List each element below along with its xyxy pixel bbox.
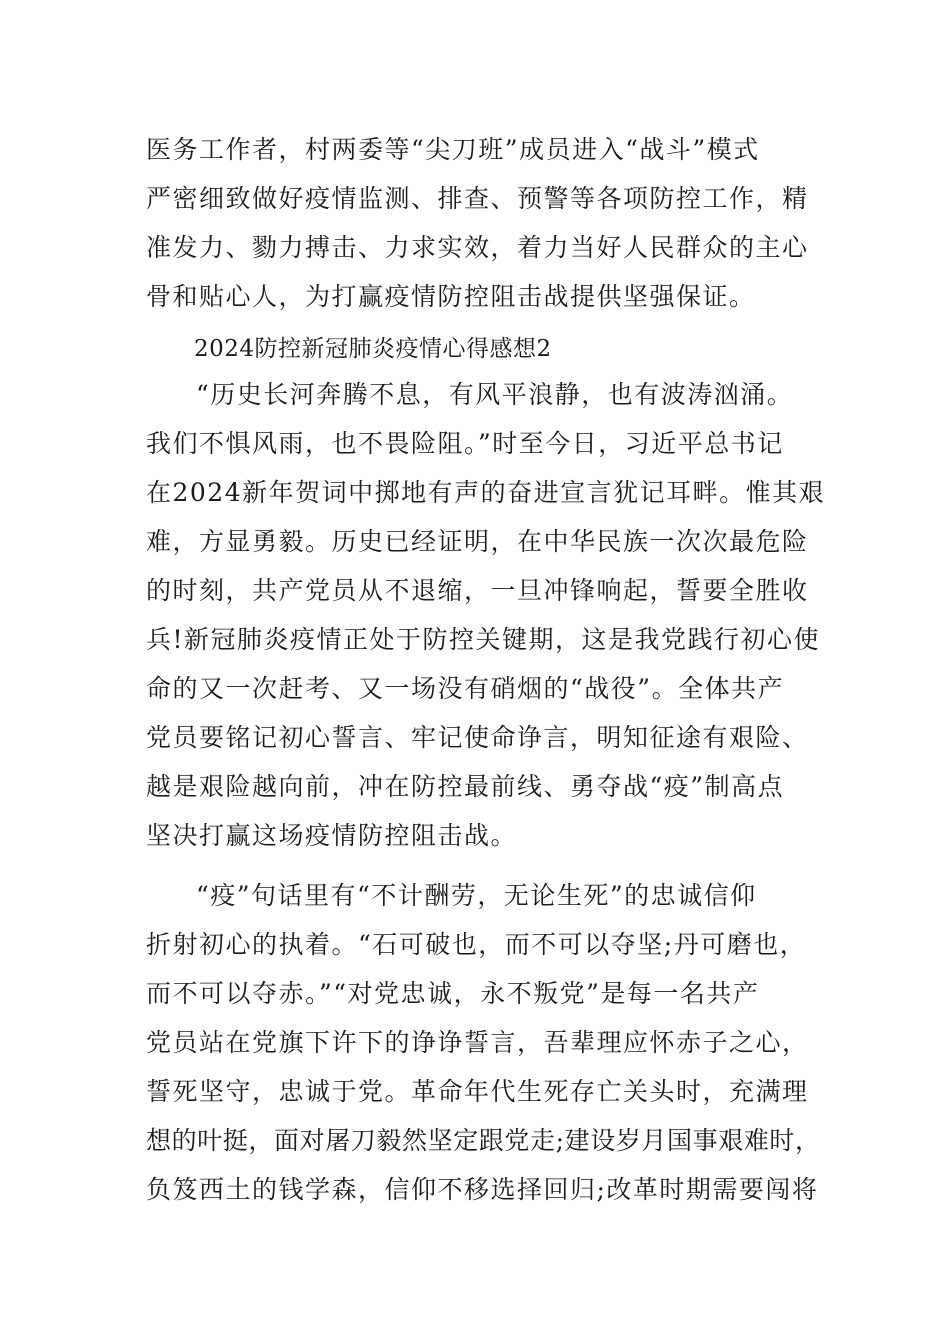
paragraph-line: 命的又一次赶考、又一场没有硝烟的“战役”。全体共产 (146, 674, 785, 703)
paragraph-line: 骨和贴心人，为打赢疫情防控阻击战提供坚强保证。 (146, 282, 756, 311)
paragraph-line: 难，方显勇毅。历史已经证明，在中华民族一次次最危险 (146, 527, 809, 556)
paragraph-line: 我们不惧风雨，也不畏险阻。”时至今日，习近平总书记 (146, 429, 784, 458)
paragraph-line: 党员要铭记初心誓言、牢记使命诤言，明知征途有艰险、 (146, 723, 809, 752)
paragraph-line: “历史长河奔腾不息，有风平浪静，也有波涛汹涌。 (196, 380, 794, 409)
section-title: 2024防控新冠肺炎疫情心得感想2 (194, 336, 552, 362)
paragraph-line: 医务工作者，村两委等“尖刀班”成员进入“战斗”模式 (146, 135, 760, 164)
paragraph-line: 兵!新冠肺炎疫情正处于防控关键期，这是我党践行初心使 (146, 625, 821, 654)
paragraph-line: 的时刻，共产党员从不退缩，一旦冲锋响起，誓要全胜收 (146, 576, 809, 605)
paragraph-line: 越是艰险越向前，冲在防控最前线、勇夺战“疫”制高点 (146, 772, 785, 801)
paragraph-line: 准发力、勠力搏击、力求实效，着力当好人民群众的主心 (146, 233, 809, 262)
paragraph-line: 想的叶挺，面对屠刀毅然坚定跟党走;建设岁月国事艰难时， (146, 1126, 821, 1155)
paragraph-line: “疫”句话里有“不计酬劳，无论生死”的忠诚信仰 (196, 881, 757, 910)
paragraph-line: 严密细致做好疫情监测、排查、预警等各项防控工作，精 (146, 184, 809, 213)
paragraph-line: 誓死坚守，忠诚于党。革命年代生死存亡关头时，充满理 (146, 1077, 809, 1106)
paragraph-line: 坚决打赢这场疫情防控阻击战。 (146, 821, 518, 850)
paragraph-line: 党员站在党旗下许下的诤诤誓言，吾辈理应怀赤子之心， (146, 1028, 809, 1057)
paragraph-line: 负笈西土的钱学森，信仰不移选择回归;改革时期需要闯将 (146, 1175, 819, 1204)
paragraph-line: 而不可以夺赤。”“对党忠诚，永不叛党”是每一名共产 (146, 979, 760, 1008)
paragraph-line: 在2024新年贺词中掷地有声的奋进宣言犹记耳畔。惟其艰 (146, 478, 826, 507)
paragraph-line: 折射初心的执着。“石可破也，而不可以夺坚;丹可磨也， (146, 930, 807, 959)
